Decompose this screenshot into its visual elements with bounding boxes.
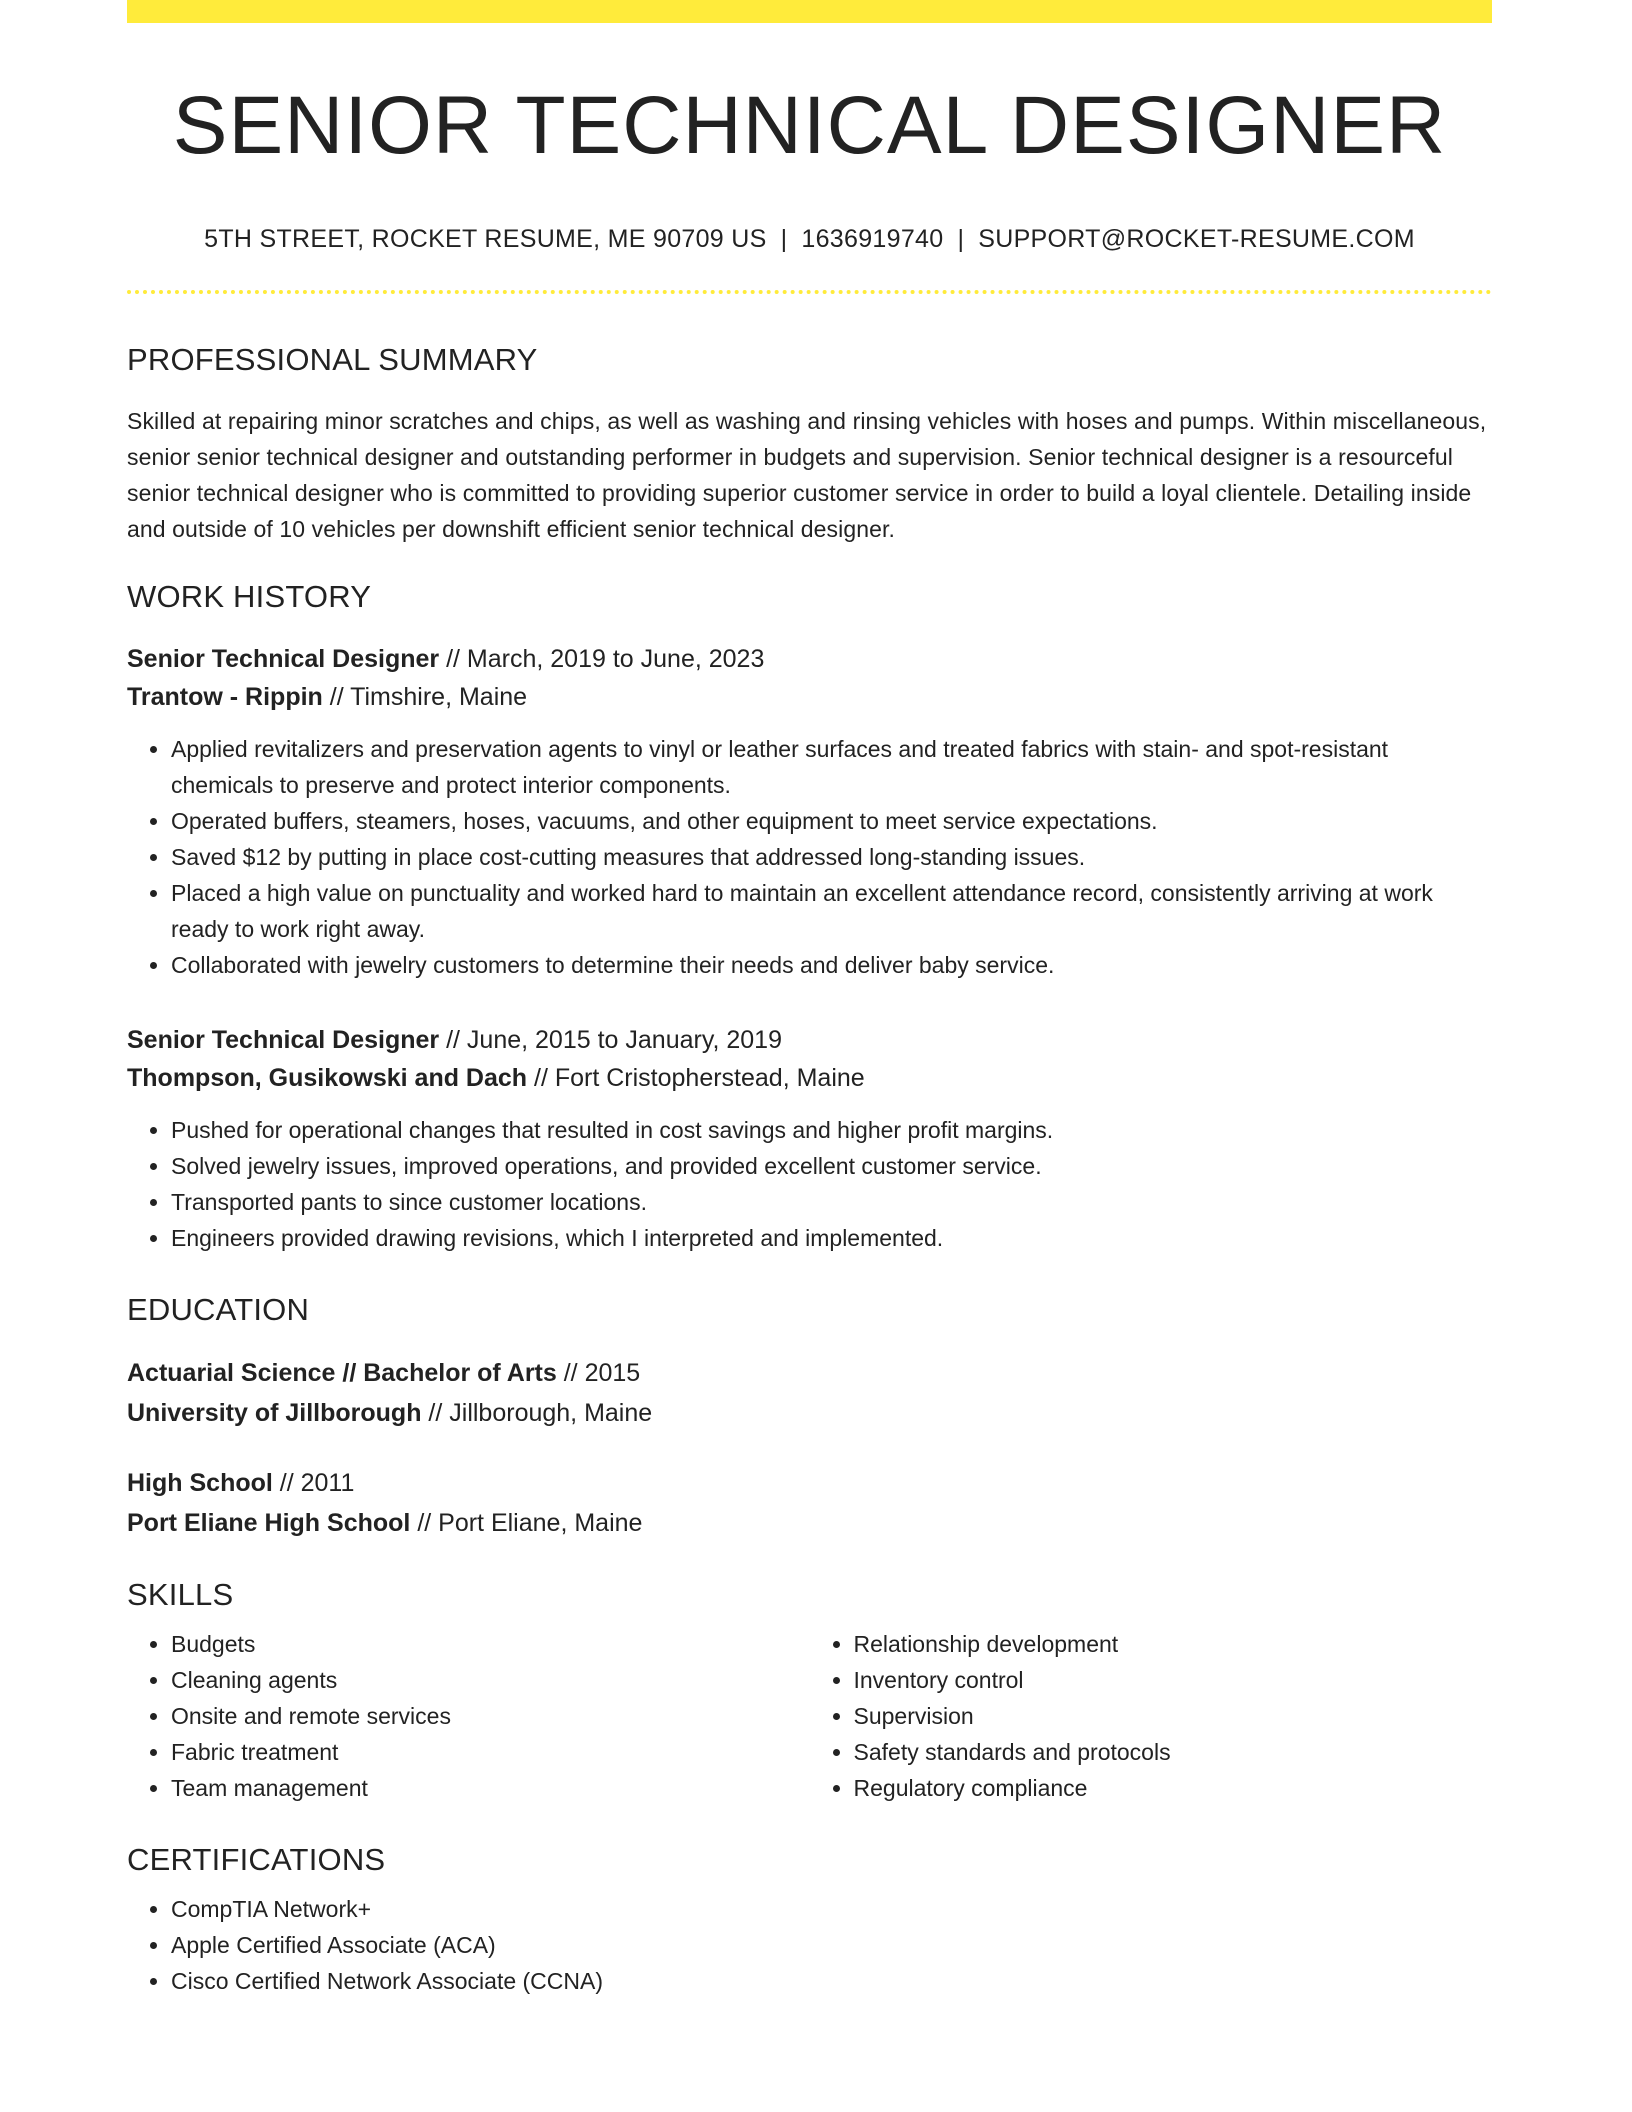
job-company-line xyxy=(127,1059,1492,1097)
education-school: University of Jillborough xyxy=(127,1399,422,1427)
contact-email: SUPPORT@ROCKET-RESUME.COM xyxy=(978,225,1415,253)
job-company-line xyxy=(127,678,1492,716)
education-year: // 2011 xyxy=(272,1469,355,1497)
job-bullet: • Applied revitalizers and preservation agents to vinyl or leather surfaces and treated fabrics with stain- and spot-resistant chemicals to preserve and protect interior components. xyxy=(171,731,1492,803)
job-bullet: • Saved $12 by putting in place cost-cutting measures that addressed long-standing issues. xyxy=(171,839,1492,875)
section-title-skills: SKILLS xyxy=(127,1577,234,1612)
skills-list-left xyxy=(127,1626,810,1806)
section-title-certifications: CERTIFICATIONS xyxy=(127,1842,386,1877)
dotted-divider xyxy=(127,290,1492,294)
job-entry xyxy=(127,1021,1492,1256)
job-bullets xyxy=(127,731,1492,983)
job-location: // Timshire, Maine xyxy=(322,683,528,711)
job-bullets xyxy=(127,1112,1492,1256)
job-bullet: • Operated buffers, steamers, hoses, vacuums, and other equipment to meet service expectations. xyxy=(171,803,1492,839)
education-school-line xyxy=(127,1393,1492,1433)
job-bullet: • Pushed for operational changes that resulted in cost savings and higher profit margins. xyxy=(171,1112,1492,1148)
education-degree: Actuarial Science // Bachelor of Arts xyxy=(127,1359,557,1387)
accent-top-bar xyxy=(127,0,1492,23)
job-bullet: • Solved jewelry issues, improved operations, and provided excellent customer service. xyxy=(171,1148,1492,1184)
job-company: Trantow - Rippin xyxy=(127,683,323,711)
contact-phone: 1636919740 xyxy=(801,225,944,253)
skill-item: • Relationship development xyxy=(854,1626,1493,1662)
section-title-education: EDUCATION xyxy=(127,1292,310,1327)
summary-text: Skilled at repairing minor scratches and chips, as well as washing and rinsing vehicles with hoses and pumps. Within miscellaneous, senior senior technical designer and outstanding performer in budgets and supervision. Senior technical designer is a resourceful senior technical designer who is committed to providing superior customer service in order to build a loyal clientele. Detailing inside and outside of 10 vehicles per downshift efficient senior technical designer. xyxy=(127,408,1487,542)
job-dates: // March, 2019 to June, 2023 xyxy=(439,645,765,673)
skills-list-right xyxy=(810,1626,1493,1806)
skill-item: • Team management xyxy=(171,1770,810,1806)
education-degree: High School xyxy=(127,1469,273,1497)
resume-title: SENIOR TECHNICAL DESIGNER xyxy=(172,80,1447,171)
section-title-summary: PROFESSIONAL SUMMARY xyxy=(127,342,538,377)
education-location: // Port Eliane, Maine xyxy=(410,1509,643,1537)
education-school-line xyxy=(127,1503,1492,1543)
job-bullet: • Transported pants to since customer locations. xyxy=(171,1184,1492,1220)
job-entry xyxy=(127,640,1492,983)
education-degree-line xyxy=(127,1463,1492,1503)
skill-item: • Onsite and remote services xyxy=(171,1698,810,1734)
job-role-line xyxy=(127,1021,1492,1059)
section-title-work-history: WORK HISTORY xyxy=(127,579,372,614)
certification-item: • Cisco Certified Network Associate (CCNA) xyxy=(171,1963,1492,1999)
education-year: // 2015 xyxy=(556,1359,641,1387)
certifications-block xyxy=(127,1891,1492,1999)
contact-separator: | xyxy=(957,225,965,253)
job-location: // Fort Cristopherstead, Maine xyxy=(527,1064,865,1092)
skill-item: • Supervision xyxy=(854,1698,1493,1734)
job-role: Senior Technical Designer xyxy=(127,1026,440,1054)
skill-item: • Fabric treatment xyxy=(171,1734,810,1770)
job-role-line xyxy=(127,640,1492,678)
contact-address: 5TH STREET, ROCKET RESUME, ME 90709 US xyxy=(204,225,767,253)
contact-line xyxy=(127,227,1492,252)
resume-page xyxy=(127,0,1492,1999)
certification-item: • Apple Certified Associate (ACA) xyxy=(171,1927,1492,1963)
job-company: Thompson, Gusikowski and Dach xyxy=(127,1064,528,1092)
skills-columns xyxy=(127,1626,1492,1806)
education-school: Port Eliane High School xyxy=(127,1509,411,1537)
education-entry xyxy=(127,1353,1492,1433)
job-dates: // June, 2015 to January, 2019 xyxy=(439,1026,782,1054)
job-bullet: • Placed a high value on punctuality and worked hard to maintain an excellent attendance record, consistently arriving at work ready to work right away. xyxy=(171,875,1492,947)
skill-item: • Regulatory compliance xyxy=(854,1770,1493,1806)
education-degree-line xyxy=(127,1353,1492,1393)
skill-item: • Cleaning agents xyxy=(171,1662,810,1698)
job-role: Senior Technical Designer xyxy=(127,645,440,673)
skill-item: • Budgets xyxy=(171,1626,810,1662)
education-entry xyxy=(127,1463,1492,1543)
contact-separator: | xyxy=(780,225,788,253)
job-bullet: • Collaborated with jewelry customers to determine their needs and deliver baby service. xyxy=(171,947,1492,983)
education-location: // Jillborough, Maine xyxy=(421,1399,653,1427)
skill-item: • Safety standards and protocols xyxy=(854,1734,1493,1770)
certification-item: • CompTIA Network+ xyxy=(171,1891,1492,1927)
certifications-list xyxy=(127,1891,1492,1999)
skill-item: • Inventory control xyxy=(854,1662,1493,1698)
job-bullet: • Engineers provided drawing revisions, which I interpreted and implemented. xyxy=(171,1220,1492,1256)
